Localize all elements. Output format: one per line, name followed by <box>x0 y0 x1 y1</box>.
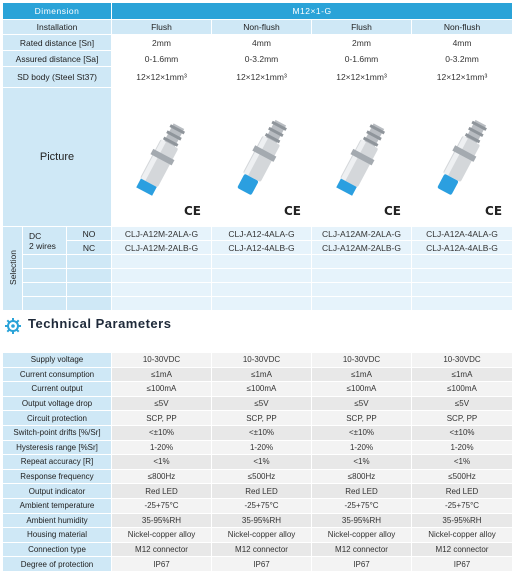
table-row <box>3 411 513 426</box>
ce-mark: CE <box>283 204 301 218</box>
param-value: Nickel-copper alloy <box>412 528 513 543</box>
model-header: M12×1-G <box>112 3 513 20</box>
table-row <box>3 513 513 528</box>
param-value: ≤800Hz <box>312 469 412 484</box>
table-row <box>3 542 513 557</box>
param-value: -25+75°C <box>312 498 412 513</box>
sd-body-value: 12×12×1mm³ <box>112 67 212 88</box>
param-value: 35-95%RH <box>212 513 312 528</box>
param-value: Red LED <box>412 484 513 499</box>
param-value: -25+75°C <box>112 498 212 513</box>
ce-mark: CE <box>183 204 201 218</box>
param-value: 10-30VDC <box>412 353 513 368</box>
param-value: <1% <box>212 455 312 470</box>
param-value: Red LED <box>212 484 312 499</box>
param-value: 10-30VDC <box>212 353 312 368</box>
table-row <box>3 20 513 35</box>
param-value: IP67 <box>112 557 212 572</box>
assured-distance-value: 0-3.2mm <box>412 51 513 67</box>
param-value: SCP, PP <box>112 411 212 426</box>
selection-row-empty <box>3 269 513 283</box>
param-value: SCP, PP <box>312 411 412 426</box>
param-label: Connection type <box>3 542 112 557</box>
table-row <box>3 528 513 543</box>
selection-row-empty <box>3 283 513 297</box>
param-value: M12 connector <box>212 542 312 557</box>
model-code: CLJ-A12AM-2ALA-G <box>312 227 412 241</box>
param-value: 35-95%RH <box>112 513 212 528</box>
selection-row-empty <box>3 255 513 269</box>
installation-value: Flush <box>112 20 212 35</box>
param-value: M12 connector <box>312 542 412 557</box>
param-value: 35-95%RH <box>312 513 412 528</box>
table-row <box>3 484 513 499</box>
model-code: CLJ-A12M-2ALA-G <box>112 227 212 241</box>
selection-row-empty <box>3 297 513 311</box>
dc-label: DC <box>29 230 42 241</box>
param-value: ≤1mA <box>212 367 312 382</box>
param-label: Current consumption <box>3 367 112 382</box>
param-value: <1% <box>412 455 513 470</box>
rated-distance-value: 4mm <box>212 35 312 51</box>
param-value: IP67 <box>312 557 412 572</box>
param-value: <±10% <box>312 425 412 440</box>
param-value: 1-20% <box>312 440 412 455</box>
section-title: Technical Parameters <box>28 316 172 331</box>
param-value: ≤100mA <box>112 382 212 397</box>
assured-distance-value: 0-1.6mm <box>312 51 412 67</box>
selection-label-cell <box>3 227 23 311</box>
param-value: ≤1mA <box>312 367 412 382</box>
table-row <box>3 440 513 455</box>
model-code: CLJ-A12-4ALA-G <box>212 227 312 241</box>
param-value: Red LED <box>312 484 412 499</box>
param-value: <1% <box>312 455 412 470</box>
param-value: 35-95%RH <box>412 513 513 528</box>
model-code: CLJ-A12M-2ALB-G <box>112 241 212 255</box>
installation-value: Flush <box>312 20 412 35</box>
wires-label: 2 wires <box>29 240 56 251</box>
picture-row <box>3 88 513 227</box>
table-row <box>3 455 513 470</box>
technical-parameters-heading <box>2 316 512 336</box>
param-value: IP67 <box>212 557 312 572</box>
param-value: <1% <box>112 455 212 470</box>
param-label: Response frequency <box>3 469 112 484</box>
rated-distance-value: 2mm <box>112 35 212 51</box>
param-value: M12 connector <box>412 542 513 557</box>
table-row <box>3 469 513 484</box>
table-row <box>3 425 513 440</box>
param-value: Nickel-copper alloy <box>312 528 412 543</box>
table-row <box>3 67 513 88</box>
param-value: ≤5V <box>212 396 312 411</box>
param-label: Switch-point drifts [%/Sr] <box>3 425 112 440</box>
sd-body-value: 12×12×1mm³ <box>312 67 412 88</box>
table-row <box>3 367 513 382</box>
model-code: CLJ-A12A-4ALA-G <box>412 227 513 241</box>
param-value: 1-20% <box>212 440 312 455</box>
param-value: ≤1mA <box>412 367 513 382</box>
table-row <box>3 382 513 397</box>
param-value: 10-30VDC <box>312 353 412 368</box>
selection-row <box>3 227 513 241</box>
selection-label: Selection <box>7 250 18 285</box>
ce-mark: CE <box>485 204 503 218</box>
row-label: Assured distance [Sa] <box>3 51 112 67</box>
param-value: ≤1mA <box>112 367 212 382</box>
row-label: SD body (Steel St37) <box>3 67 112 88</box>
param-value: <±10% <box>212 425 312 440</box>
param-value: -25+75°C <box>212 498 312 513</box>
param-value: <±10% <box>412 425 513 440</box>
gear-icon <box>4 317 22 335</box>
param-value: ≤100mA <box>212 382 312 397</box>
param-value: 10-30VDC <box>112 353 212 368</box>
table-row <box>3 557 513 572</box>
param-value: -25+75°C <box>412 498 513 513</box>
picture-label: Picture <box>3 88 112 227</box>
sensor-picture <box>212 88 312 227</box>
param-value: <±10% <box>112 425 212 440</box>
selection-row <box>3 241 513 255</box>
sd-body-value: 12×12×1mm³ <box>412 67 513 88</box>
param-value: 1-20% <box>412 440 513 455</box>
param-value: IP67 <box>412 557 513 572</box>
param-value: Nickel-copper alloy <box>112 528 212 543</box>
table-row <box>3 396 513 411</box>
sensor-picture <box>112 88 212 227</box>
installation-value: Non-flush <box>412 20 513 35</box>
rated-distance-value: 4mm <box>412 35 513 51</box>
no-label: NO <box>67 227 112 241</box>
sensor-picture <box>312 88 412 227</box>
param-label: Current output <box>3 382 112 397</box>
param-label: Output voltage drop <box>3 396 112 411</box>
param-value: SCP, PP <box>412 411 513 426</box>
technical-parameters-table <box>2 352 513 572</box>
param-value: ≤100mA <box>312 382 412 397</box>
table-row <box>3 35 513 51</box>
param-value: ≤5V <box>412 396 513 411</box>
param-value: ≤5V <box>112 396 212 411</box>
row-label: Rated distance [Sn] <box>3 35 112 51</box>
param-value: M12 connector <box>112 542 212 557</box>
installation-value: Non-flush <box>212 20 312 35</box>
param-label: Circuit protection <box>3 411 112 426</box>
param-label: Housing material <box>3 528 112 543</box>
param-value: Nickel-copper alloy <box>212 528 312 543</box>
model-code: CLJ-A12AM-2ALB-G <box>312 241 412 255</box>
model-code: CLJ-A12-4ALB-G <box>212 241 312 255</box>
param-label: Ambient humidity <box>3 513 112 528</box>
nc-label: NC <box>67 241 112 255</box>
table-row <box>3 353 513 368</box>
param-value: ≤100mA <box>412 382 513 397</box>
model-code: CLJ-A12A-4ALB-G <box>412 241 513 255</box>
rated-distance-value: 2mm <box>312 35 412 51</box>
param-label: Ambient temperature <box>3 498 112 513</box>
param-value: ≤5V <box>312 396 412 411</box>
table-row <box>3 51 513 67</box>
ce-mark: CE <box>383 204 401 218</box>
assured-distance-value: 0-1.6mm <box>112 51 212 67</box>
dimension-header: Dimension <box>3 3 112 20</box>
param-value: ≤500Hz <box>412 469 513 484</box>
param-value: Red LED <box>112 484 212 499</box>
table-row <box>3 498 513 513</box>
product-table <box>2 2 513 311</box>
param-label: Repeat accuracy [R] <box>3 455 112 470</box>
param-label: Hysteresis range [%Sr] <box>3 440 112 455</box>
sensor-picture <box>412 88 513 227</box>
param-label: Degree of protection <box>3 557 112 572</box>
param-value: SCP, PP <box>212 411 312 426</box>
sd-body-value: 12×12×1mm³ <box>212 67 312 88</box>
assured-distance-value: 0-3.2mm <box>212 51 312 67</box>
param-value: 1-20% <box>112 440 212 455</box>
param-value: ≤500Hz <box>212 469 312 484</box>
row-label: Installation <box>3 20 112 35</box>
dc-group-label <box>23 227 67 255</box>
param-label: Output indicator <box>3 484 112 499</box>
param-label: Supply voltage <box>3 353 112 368</box>
param-value: ≤800Hz <box>112 469 212 484</box>
